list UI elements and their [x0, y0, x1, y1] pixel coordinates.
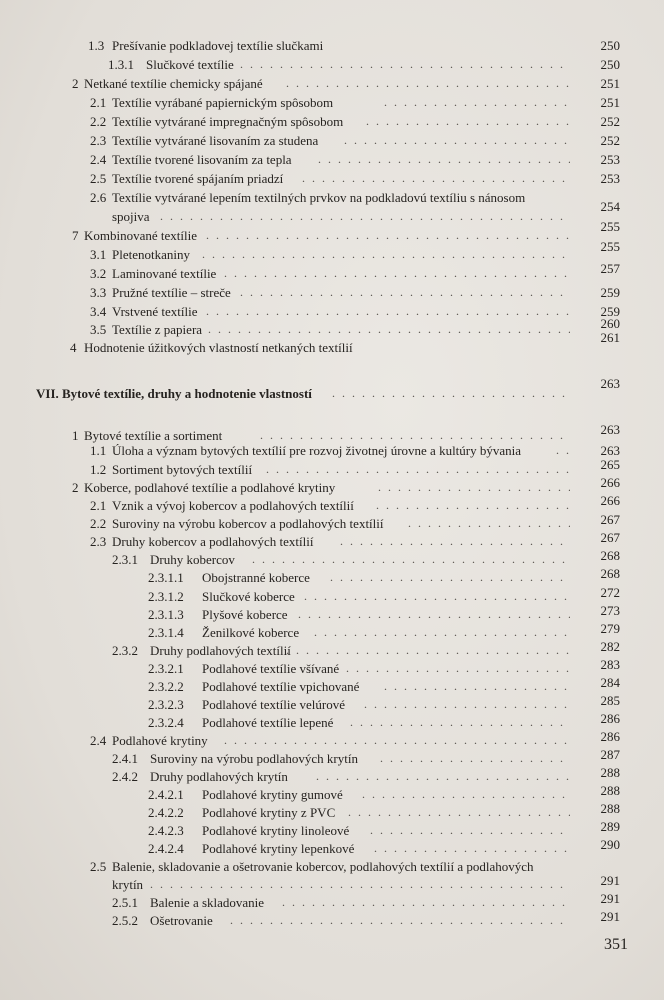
entry-title: Pružné textílie – strečе [112, 285, 231, 300]
entry-number: 2.5.1 [112, 895, 138, 910]
toc-entry [0, 330, 664, 357]
entry-number: 2.5 [90, 859, 107, 874]
entry-title: Prešívanie podkladovej textílie slučkami [112, 38, 324, 53]
toc-entry [0, 785, 664, 804]
chapter-page: 263 [600, 376, 620, 391]
entry-page: 263 [600, 443, 620, 458]
entry-number: 2.4.2.2 [148, 805, 184, 820]
entry-title: Netkané textílie chemicky spájané [84, 76, 263, 91]
entry-number: 1.2 [90, 462, 107, 477]
entry-page: 250 [600, 57, 620, 72]
toc-entry [0, 283, 664, 302]
dot-leader [208, 320, 570, 339]
toc-entry [0, 875, 664, 894]
dot-leader [230, 911, 570, 930]
dot-leader [160, 207, 570, 226]
entry-number: 2.3.1.2 [148, 589, 184, 604]
entry-title: Bytové textílie a sortiment [84, 428, 223, 443]
dot-leader [282, 893, 570, 912]
entry-page: 284 [600, 675, 620, 690]
entry-number: 2 [72, 76, 79, 91]
entry-number: 2.3 [90, 534, 107, 549]
toc-entry [0, 169, 664, 188]
dot-leader [202, 245, 570, 264]
toc-entry [0, 112, 664, 131]
toc-entry [0, 749, 664, 768]
toc-entry [0, 457, 664, 479]
entry-title: Obojstranné koberce [202, 570, 310, 585]
entry-page: 279 [600, 621, 620, 636]
entry-number: 2.3.2.2 [148, 679, 184, 694]
entry-title: Druhy podlahových textílií [150, 643, 291, 658]
entry-title: Druhy kobercov a podlahových textílií [112, 534, 314, 549]
toc-entry [0, 893, 664, 912]
entry-title: Koberce, podlahové textílie a podlahové krytiny [84, 480, 336, 495]
entry-title: Balenie, skladovanie a ošetrovanie kobercov, podlahových textílií a podlahových [112, 859, 534, 874]
entry-number: 1.1 [90, 443, 107, 458]
dot-leader [370, 821, 570, 840]
dot-leader [206, 226, 570, 245]
toc-entry [0, 803, 664, 822]
entry-page: 286 [600, 729, 620, 744]
entry-number: 2.3.2.4 [148, 715, 184, 730]
dot-leader [298, 605, 570, 624]
entry-title: Druhy podlahových krytín [150, 769, 288, 784]
dot-leader [344, 131, 570, 150]
toc-entry [0, 74, 664, 93]
entry-number: 2.3.1 [112, 552, 138, 567]
dot-leader [224, 731, 570, 750]
toc-entry [0, 441, 664, 460]
dot-leader [252, 550, 570, 569]
entry-title: Laminované textílie [112, 266, 217, 281]
dot-leader [340, 532, 570, 551]
entry-page: 259 [600, 285, 620, 300]
toc-entry [0, 493, 664, 515]
toc-entry [0, 302, 664, 321]
entry-page: 290 [600, 837, 620, 852]
entry-title: Textílie vytvárané lepením textilných prvkov na podkladovú textíliu s nánosom [112, 190, 526, 205]
toc-entry [0, 677, 664, 696]
toc-entry [0, 316, 664, 339]
dot-leader [316, 767, 570, 786]
entry-number: 2.5.2 [112, 913, 138, 928]
toc-entry [0, 911, 664, 930]
entry-page: 268 [600, 548, 620, 563]
toc-entry [0, 93, 664, 112]
entry-number: 1 [72, 428, 79, 443]
entry-title: Kombinované textílie [84, 228, 198, 243]
entry-title: Plyšové koberce [202, 607, 288, 622]
entry-title: Ženilkové koberce [202, 625, 300, 640]
entry-page: 253 [600, 171, 620, 186]
entry-number: 2.1 [90, 95, 107, 110]
entry-title: Podlahové textílie lepené [202, 715, 334, 730]
entry-number: 3.3 [90, 285, 107, 300]
entry-title: Sortiment bytových textílií [112, 462, 253, 477]
toc-entry [0, 199, 664, 226]
toc-entry [0, 188, 664, 207]
entry-number: 3.1 [90, 247, 107, 262]
entry-title: Pletenotkaniny [112, 247, 190, 262]
entry-title: Textílie vytvárané lisovaním za studena [112, 133, 319, 148]
toc-entry [0, 821, 664, 840]
entry-number: 2.3.2.1 [148, 661, 184, 676]
entry-number: 2.5 [90, 171, 107, 186]
dot-leader [240, 283, 570, 302]
entry-page: 291 [600, 873, 620, 888]
entry-title: Suroviny na výrobu podlahových krytín [150, 751, 358, 766]
entry-page: 287 [600, 747, 620, 762]
entry-page: 251 [600, 95, 620, 110]
entry-title: Úloha a význam bytových textílií pre rozvoj životnej úrovne a kultúry bývania [112, 443, 522, 458]
toc-entry [0, 659, 664, 678]
entry-page: 255 [600, 239, 620, 254]
entry-number: 2.3 [90, 133, 107, 148]
toc-entry [0, 839, 664, 858]
toc-entry [0, 857, 664, 876]
entry-number: 3.5 [90, 322, 107, 337]
toc-entry [0, 131, 664, 150]
entry-title: Vznik a vývoj kobercov a podlahových textílií [112, 498, 354, 513]
entry-number: 2.4.2 [112, 769, 138, 784]
entry-title: Hodnotenie úžitkových vlastností netkaných textílií [84, 340, 353, 355]
toc-entry [0, 55, 664, 74]
toc-entry [0, 568, 664, 587]
dot-leader [332, 384, 570, 403]
entry-number: 1.3 [88, 38, 105, 53]
chapter-number: VII. [36, 386, 59, 401]
dot-leader [556, 441, 576, 460]
dot-leader [348, 803, 570, 822]
entry-page: 263 [600, 422, 620, 437]
entry-number: 2.3.1.4 [148, 625, 184, 640]
toc-entry [0, 475, 664, 497]
entry-page: 283 [600, 657, 620, 672]
entry-page: 286 [600, 711, 620, 726]
dot-leader [362, 785, 570, 804]
dot-leader [240, 55, 570, 74]
dot-leader [150, 875, 570, 894]
entry-page: 288 [600, 801, 620, 816]
entry-page: 282 [600, 639, 620, 654]
toc-entry [0, 731, 664, 750]
entry-page: 265 [600, 457, 620, 472]
entry-number: 4 [70, 340, 77, 355]
entry-page: 255 [600, 219, 620, 234]
entry-title: Podlahové krytiny gumové [202, 787, 343, 802]
entry-title: Textílie z papiera [112, 322, 203, 337]
entry-page: 268 [600, 566, 620, 581]
dot-leader [206, 302, 570, 321]
dot-leader [266, 460, 570, 479]
entry-number: 3.2 [90, 266, 107, 281]
entry-page: 289 [600, 819, 620, 834]
entry-title: Slučkové koberce [202, 589, 295, 604]
toc-entry [0, 550, 664, 569]
dot-leader [380, 749, 570, 768]
entry-page: 250 [600, 38, 620, 53]
entry-title: Podlahové krytiny z PVC [202, 805, 336, 820]
entry-number: 2.3.1.3 [148, 607, 184, 622]
entry-page: 259 [600, 304, 620, 319]
entry-page: 257 [600, 261, 620, 276]
dot-leader [376, 496, 570, 515]
page-number: 351 [604, 936, 628, 953]
dot-leader [314, 623, 570, 642]
entry-page: 291 [600, 891, 620, 906]
entry-page: 266 [600, 493, 620, 508]
entry-title: Textílie tvorené lisovaním za tepla [112, 152, 292, 167]
entry-title: Ošetrovanie [150, 913, 213, 928]
toc-entry [0, 261, 664, 283]
toc-entry [0, 605, 664, 624]
dot-leader [384, 677, 570, 696]
entry-number: 2.4 [90, 733, 107, 748]
entry-title: Suroviny na výrobu kobercov a podlahových textílií [112, 516, 384, 531]
toc-entry [0, 150, 664, 169]
entry-page: 253 [600, 152, 620, 167]
entry-page: 267 [600, 530, 620, 545]
toc-entry [0, 767, 664, 786]
entry-page: 261 [600, 330, 620, 345]
dot-leader [302, 169, 570, 188]
entry-number: 2.2 [90, 114, 107, 129]
entry-number: 3.4 [90, 304, 107, 319]
entry-page: 272 [600, 585, 620, 600]
entry-number: 2.3.2.3 [148, 697, 184, 712]
entry-number: 2.3.1.1 [148, 570, 184, 585]
entry-number: 2 [72, 480, 79, 495]
entry-title: Druhy kobercov [150, 552, 235, 567]
entry-number: 2.3.2 [112, 643, 138, 658]
entry-title: Textílie tvorené spájaním priadzí [112, 171, 284, 186]
toc-entry [0, 695, 664, 714]
entry-title: Textílie vytvárané impregnačným spôsobom [112, 114, 344, 129]
entry-number: 2.2 [90, 516, 107, 531]
toc-entry [0, 514, 664, 533]
entry-title: Podlahové krytiny [112, 733, 208, 748]
entry-number: 1.3.1 [108, 57, 134, 72]
entry-title: krytín [112, 877, 144, 892]
entry-page: 288 [600, 783, 620, 798]
entry-title: Textílie vyrábané papiernickým spôsobom [112, 95, 334, 110]
toc-entry [0, 623, 664, 642]
toc-entry [0, 532, 664, 551]
entry-title: Slučkové textílie [146, 57, 234, 72]
dot-leader [350, 713, 570, 732]
entry-number: 2.1 [90, 498, 107, 513]
entry-number: 2.4 [90, 152, 107, 167]
dot-leader [384, 93, 570, 112]
entry-number: 2.4.2.1 [148, 787, 184, 802]
dot-leader [374, 839, 570, 858]
entry-title: Balenie a skladovanie [150, 895, 265, 910]
entry-title: spojiva [112, 209, 150, 224]
entry-page: 285 [600, 693, 620, 708]
dot-leader [346, 659, 570, 678]
dot-leader [286, 74, 570, 93]
entry-title: Podlahové textílie všívané [202, 661, 340, 676]
entry-page: 267 [600, 512, 620, 527]
entry-title: Podlahové krytiny lepenkové [202, 841, 355, 856]
dot-leader [364, 695, 570, 714]
toc-entry [0, 239, 664, 264]
entry-page: 260 [600, 316, 620, 331]
dot-leader [378, 478, 570, 497]
entry-page: 251 [600, 76, 620, 91]
entry-page: 273 [600, 603, 620, 618]
toc-entry [0, 219, 664, 245]
toc-entry [0, 587, 664, 606]
entry-title: Podlahové textílie velúrové [202, 697, 345, 712]
toc-entry [0, 36, 664, 55]
dot-leader [318, 150, 570, 169]
entry-title: Podlahové textílie vpichované [202, 679, 360, 694]
chapter-title: Bytové textílie, druhy a hodnotenie vlastností [62, 386, 312, 401]
dot-leader [408, 514, 570, 533]
entry-number: 2.6 [90, 190, 107, 205]
entry-page: 266 [600, 475, 620, 490]
toc-entry [0, 713, 664, 732]
dot-leader [330, 568, 570, 587]
entry-number: 7 [72, 228, 79, 243]
entry-number: 2.4.2.3 [148, 823, 184, 838]
toc-entry [0, 641, 664, 660]
dot-leader [224, 264, 570, 283]
dot-leader [286, 641, 570, 660]
entry-title: Vrstvené textílie [112, 304, 198, 319]
entry-number: 2.4.1 [112, 751, 138, 766]
entry-page: 252 [600, 133, 620, 148]
entry-title: Podlahové krytiny linoleové [202, 823, 350, 838]
chapter-heading [0, 376, 664, 403]
entry-number: 2.4.2.4 [148, 841, 184, 856]
dot-leader [304, 587, 570, 606]
entry-page: 288 [600, 765, 620, 780]
entry-page: 291 [600, 909, 620, 924]
dot-leader [366, 112, 570, 131]
entry-page: 252 [600, 114, 620, 129]
entry-page: 254 [600, 199, 620, 214]
